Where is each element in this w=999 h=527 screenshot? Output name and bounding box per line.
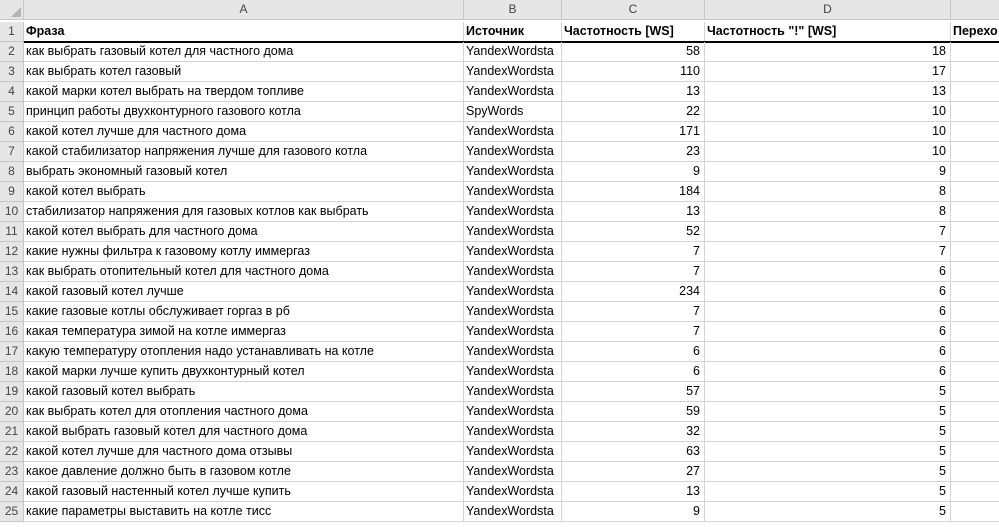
cell-phrase[interactable]: какие газовые котлы обслуживает горгаз в рб [24, 302, 464, 322]
table-row [0, 302, 999, 322]
cell-exact-frequency-ws[interactable]: 6 [705, 282, 951, 302]
cell-transitions[interactable] [951, 382, 999, 402]
cell-source[interactable]: YandexWordsta [464, 422, 562, 442]
cell-source[interactable]: YandexWordsta [464, 202, 562, 222]
cell-source[interactable]: YandexWordsta [464, 362, 562, 382]
cell-source[interactable]: YandexWordsta [464, 442, 562, 462]
cell-transitions[interactable] [951, 342, 999, 362]
table-row [0, 382, 999, 402]
cell-exact-frequency-ws[interactable]: 7 [705, 242, 951, 262]
cell-phrase[interactable]: какое давление должно быть в газовом котле [24, 462, 464, 482]
cell-exact-frequency-ws[interactable]: 5 [705, 462, 951, 482]
cell-frequency-ws[interactable]: 184 [562, 182, 705, 202]
header-cell-phrase[interactable]: Фраза [24, 22, 464, 42]
cell-phrase[interactable]: какую температуру отопления надо устанавливать на котле [24, 342, 464, 362]
cell-transitions[interactable] [951, 502, 999, 522]
cell-source[interactable]: YandexWordsta [464, 502, 562, 522]
cell-transitions[interactable] [951, 482, 999, 502]
table-header-row [0, 22, 999, 43]
cell-transitions[interactable] [951, 182, 999, 202]
cell-frequency-ws[interactable]: 6 [562, 342, 705, 362]
cell-transitions[interactable] [951, 202, 999, 222]
cell-exact-frequency-ws[interactable]: 5 [705, 482, 951, 502]
cell-transitions[interactable] [951, 322, 999, 342]
cell-frequency-ws[interactable]: 9 [562, 502, 705, 522]
cell-exact-frequency-ws[interactable]: 5 [705, 382, 951, 402]
cell-phrase[interactable]: какой котел выбрать для частного дома [24, 222, 464, 242]
cell-phrase[interactable]: какой котел выбрать [24, 182, 464, 202]
cell-transitions[interactable] [951, 222, 999, 242]
table-row [0, 82, 999, 102]
cell-transitions[interactable] [951, 402, 999, 422]
cell-source[interactable]: YandexWordsta [464, 42, 562, 62]
cell-phrase[interactable]: как выбрать котел для отопления частного дома [24, 402, 464, 422]
column-header-e[interactable] [951, 0, 999, 20]
cell-frequency-ws[interactable]: 7 [562, 302, 705, 322]
table-row [0, 242, 999, 262]
cell-frequency-ws[interactable]: 7 [562, 262, 705, 282]
column-header-row [0, 0, 999, 20]
cell-source[interactable]: YandexWordsta [464, 282, 562, 302]
cell-frequency-ws[interactable]: 63 [562, 442, 705, 462]
cell-source[interactable]: YandexWordsta [464, 122, 562, 142]
table-row [0, 282, 999, 302]
cell-source[interactable]: YandexWordsta [464, 262, 562, 282]
cell-exact-frequency-ws[interactable]: 6 [705, 262, 951, 282]
cell-source[interactable]: YandexWordsta [464, 322, 562, 342]
row-number[interactable]: 2 [0, 42, 24, 62]
cell-exact-frequency-ws[interactable]: 5 [705, 502, 951, 522]
cell-frequency-ws[interactable]: 59 [562, 402, 705, 422]
cell-source[interactable]: YandexWordsta [464, 222, 562, 242]
cell-phrase[interactable]: стабилизатор напряжения для газовых котлов как выбрать [24, 202, 464, 222]
cell-frequency-ws[interactable]: 13 [562, 202, 705, 222]
table-row [0, 182, 999, 202]
cell-frequency-ws[interactable]: 23 [562, 142, 705, 162]
row-number[interactable]: 12 [0, 242, 24, 262]
row-number[interactable]: 6 [0, 122, 24, 142]
row-number[interactable]: 20 [0, 402, 24, 422]
cell-phrase[interactable]: какой выбрать газовый котел для частного дома [24, 422, 464, 442]
row-number[interactable]: 1 [0, 22, 24, 42]
cell-phrase[interactable]: как выбрать котел газовый [24, 62, 464, 82]
cell-exact-frequency-ws[interactable]: 6 [705, 342, 951, 362]
row-number[interactable]: 17 [0, 342, 24, 362]
cell-phrase[interactable]: какой котел лучше для частного дома отзывы [24, 442, 464, 462]
cell-transitions[interactable] [951, 122, 999, 142]
cell-frequency-ws[interactable]: 234 [562, 282, 705, 302]
cell-exact-frequency-ws[interactable]: 18 [705, 42, 951, 62]
cell-source[interactable]: SpyWords [464, 102, 562, 122]
cell-exact-frequency-ws[interactable]: 5 [705, 402, 951, 422]
cell-phrase[interactable]: какой газовый настенный котел лучше купить [24, 482, 464, 502]
cell-exact-frequency-ws[interactable]: 6 [705, 362, 951, 382]
cell-frequency-ws[interactable]: 171 [562, 122, 705, 142]
row-number[interactable]: 9 [0, 182, 24, 202]
row-number[interactable]: 11 [0, 222, 24, 242]
cell-frequency-ws[interactable]: 13 [562, 482, 705, 502]
cell-frequency-ws[interactable]: 57 [562, 382, 705, 402]
cell-phrase[interactable]: как выбрать отопительный котел для частного дома [24, 262, 464, 282]
row-number[interactable]: 19 [0, 382, 24, 402]
header-cell-source[interactable]: Источник [464, 22, 562, 42]
cell-frequency-ws[interactable]: 52 [562, 222, 705, 242]
cell-exact-frequency-ws[interactable]: 13 [705, 82, 951, 102]
cell-transitions[interactable] [951, 262, 999, 282]
cell-source[interactable]: YandexWordsta [464, 162, 562, 182]
cell-phrase[interactable]: какой котел лучше для частного дома [24, 122, 464, 142]
cell-frequency-ws[interactable]: 7 [562, 242, 705, 262]
row-number[interactable]: 18 [0, 362, 24, 382]
cell-transitions[interactable] [951, 242, 999, 262]
cell-exact-frequency-ws[interactable]: 8 [705, 202, 951, 222]
row-number[interactable]: 25 [0, 502, 24, 522]
row-number[interactable]: 5 [0, 102, 24, 122]
cell-source[interactable]: YandexWordsta [464, 342, 562, 362]
row-number[interactable]: 22 [0, 442, 24, 462]
cell-source[interactable]: YandexWordsta [464, 82, 562, 102]
cell-frequency-ws[interactable]: 9 [562, 162, 705, 182]
cell-transitions[interactable] [951, 142, 999, 162]
cell-frequency-ws[interactable]: 58 [562, 42, 705, 62]
column-header-d[interactable]: D [705, 0, 951, 20]
cell-exact-frequency-ws[interactable]: 6 [705, 302, 951, 322]
cell-transitions[interactable] [951, 42, 999, 62]
cell-frequency-ws[interactable]: 32 [562, 422, 705, 442]
cell-phrase[interactable]: какой стабилизатор напряжения лучше для газового котла [24, 142, 464, 162]
cell-phrase[interactable]: как выбрать газовый котел для частного дома [24, 42, 464, 62]
header-cell-frequency-ws[interactable]: Частотность [WS] [562, 22, 705, 42]
cell-transitions[interactable] [951, 462, 999, 482]
cell-phrase[interactable]: выбрать экономный газовый котел [24, 162, 464, 182]
cell-source[interactable]: YandexWordsta [464, 482, 562, 502]
cell-source[interactable]: YandexWordsta [464, 302, 562, 322]
row-number[interactable]: 16 [0, 322, 24, 342]
cell-source[interactable]: YandexWordsta [464, 382, 562, 402]
table-row [0, 322, 999, 342]
cell-exact-frequency-ws[interactable]: 10 [705, 122, 951, 142]
cell-phrase[interactable]: принцип работы двухконтурного газового котла [24, 102, 464, 122]
table-row [0, 402, 999, 422]
cell-transitions[interactable] [951, 282, 999, 302]
cell-source[interactable]: YandexWordsta [464, 182, 562, 202]
row-number[interactable]: 15 [0, 302, 24, 322]
cell-exact-frequency-ws[interactable]: 9 [705, 162, 951, 182]
cell-exact-frequency-ws[interactable]: 7 [705, 222, 951, 242]
cell-phrase[interactable]: какой газовый котел лучше [24, 282, 464, 302]
row-number[interactable]: 7 [0, 142, 24, 162]
header-cell-transitions[interactable]: Перехо [951, 22, 999, 42]
cell-phrase[interactable]: какая температура зимой на котле иммергаз [24, 322, 464, 342]
table-row [0, 262, 999, 282]
row-number[interactable]: 14 [0, 282, 24, 302]
column-header-a[interactable]: A [24, 0, 464, 20]
cell-frequency-ws[interactable]: 27 [562, 462, 705, 482]
column-header-b[interactable]: B [464, 0, 562, 20]
cell-source[interactable]: YandexWordsta [464, 242, 562, 262]
cell-transitions[interactable] [951, 302, 999, 322]
cell-transitions[interactable] [951, 102, 999, 122]
row-number[interactable]: 21 [0, 422, 24, 442]
table-row [0, 122, 999, 142]
table-row [0, 222, 999, 242]
cell-transitions[interactable] [951, 362, 999, 382]
row-number[interactable]: 24 [0, 482, 24, 502]
select-all-corner[interactable] [0, 0, 24, 20]
cell-exact-frequency-ws[interactable]: 5 [705, 422, 951, 442]
row-number[interactable]: 8 [0, 162, 24, 182]
cell-transitions[interactable] [951, 162, 999, 182]
table-row [0, 142, 999, 162]
table-row [0, 102, 999, 122]
cell-phrase[interactable]: какие нужны фильтра к газовому котлу иммергаз [24, 242, 464, 262]
column-header-c[interactable]: C [562, 0, 705, 20]
cell-exact-frequency-ws[interactable]: 17 [705, 62, 951, 82]
cell-frequency-ws[interactable]: 7 [562, 322, 705, 342]
table-row [0, 442, 999, 462]
cell-source[interactable]: YandexWordsta [464, 142, 562, 162]
row-number[interactable]: 23 [0, 462, 24, 482]
cell-exact-frequency-ws[interactable]: 8 [705, 182, 951, 202]
table-row [0, 362, 999, 382]
cell-frequency-ws[interactable]: 110 [562, 62, 705, 82]
table-row [0, 482, 999, 502]
cell-source[interactable]: YandexWordsta [464, 462, 562, 482]
cell-source[interactable]: YandexWordsta [464, 402, 562, 422]
cell-transitions[interactable] [951, 422, 999, 442]
table-row [0, 342, 999, 362]
table-row [0, 62, 999, 82]
cell-transitions[interactable] [951, 442, 999, 462]
table-row [0, 422, 999, 442]
cell-phrase[interactable]: какой марки лучше купить двухконтурный котел [24, 362, 464, 382]
table-row [0, 162, 999, 182]
select-all-triangle-icon [11, 7, 21, 17]
table-row [0, 202, 999, 222]
cell-frequency-ws[interactable]: 6 [562, 362, 705, 382]
cell-transitions[interactable] [951, 62, 999, 82]
cell-phrase[interactable]: какие параметры выставить на котле тисс [24, 502, 464, 522]
cell-frequency-ws[interactable]: 13 [562, 82, 705, 102]
cell-exact-frequency-ws[interactable]: 10 [705, 142, 951, 162]
cell-exact-frequency-ws[interactable]: 5 [705, 442, 951, 462]
cell-frequency-ws[interactable]: 22 [562, 102, 705, 122]
row-number[interactable]: 3 [0, 62, 24, 82]
row-number[interactable]: 13 [0, 262, 24, 282]
cell-phrase[interactable]: какой марки котел выбрать на твердом топливе [24, 82, 464, 102]
table-row [0, 502, 999, 522]
header-cell-exact-frequency-ws[interactable]: Частотность "!" [WS] [705, 22, 951, 42]
cell-source[interactable]: YandexWordsta [464, 62, 562, 82]
cell-exact-frequency-ws[interactable]: 6 [705, 322, 951, 342]
table-row [0, 42, 999, 62]
row-number[interactable]: 10 [0, 202, 24, 222]
cell-exact-frequency-ws[interactable]: 10 [705, 102, 951, 122]
cell-transitions[interactable] [951, 82, 999, 102]
table-row [0, 462, 999, 482]
cell-phrase[interactable]: какой газовый котел выбрать [24, 382, 464, 402]
row-number[interactable]: 4 [0, 82, 24, 102]
